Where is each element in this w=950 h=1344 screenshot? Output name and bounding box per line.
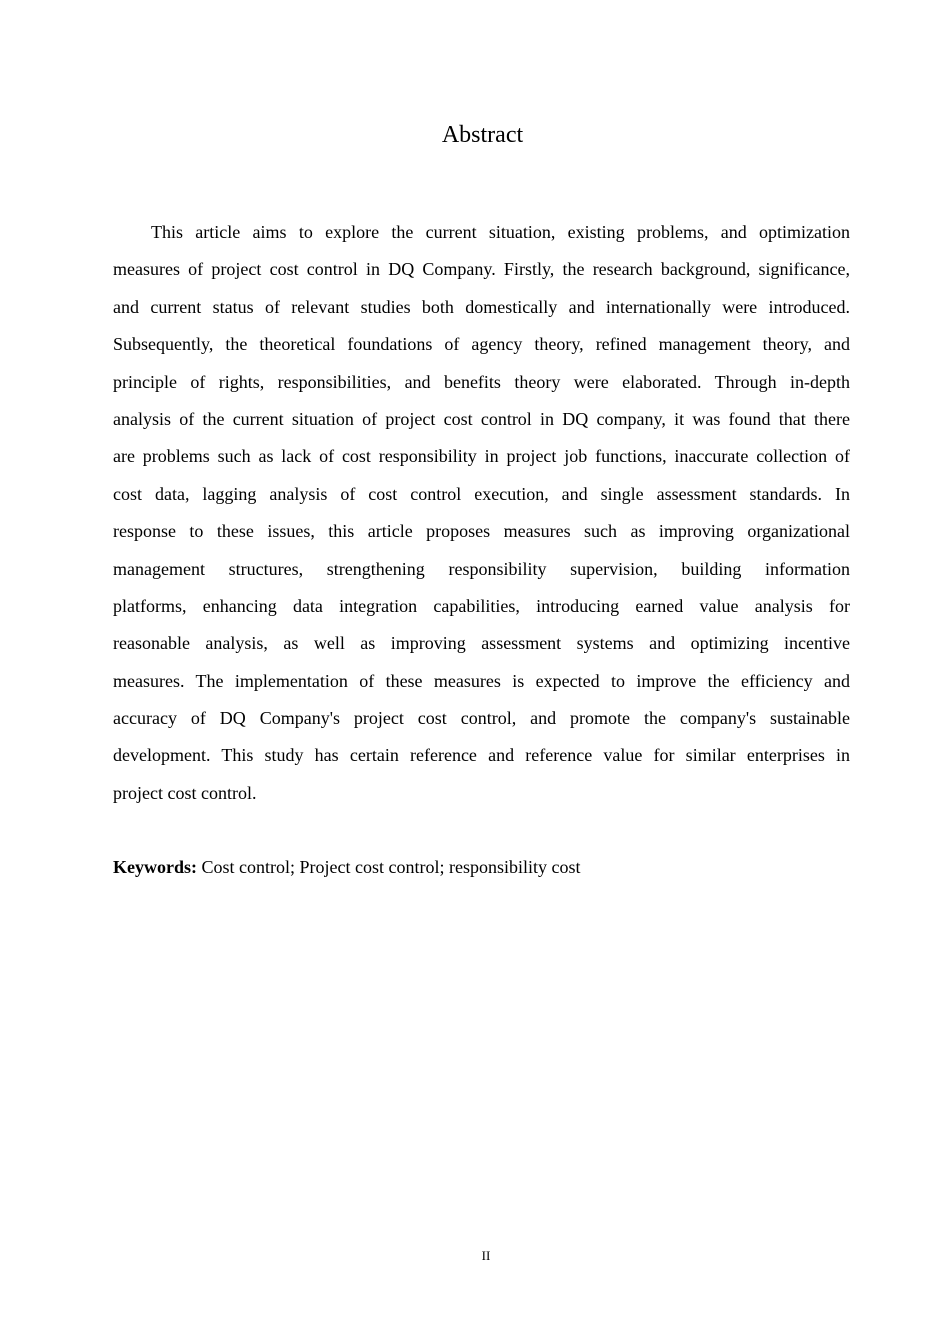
abstract-line: and current status of relevant studies both domestically and internationally were introduced. bbox=[113, 296, 850, 317]
abstract-line: platforms, enhancing data integration capabilities, introducing earned value analysis for bbox=[113, 595, 850, 616]
page-number: II bbox=[481, 1248, 491, 1263]
abstract-line: analysis of the current situation of project cost control in DQ company, it was found that there bbox=[113, 408, 850, 429]
keywords bbox=[113, 854, 580, 880]
abstract-line: principle of rights, responsibilities, and benefits theory were elaborated. Through in-depth bbox=[113, 371, 850, 392]
abstract-line: are problems such as lack of cost responsibility in project job functions, inaccurate collection of bbox=[113, 446, 850, 467]
abstract-line: measures of project cost control in DQ Company. Firstly, the research background, significance, bbox=[113, 259, 850, 280]
keywords-label: Keywords: bbox=[113, 857, 197, 877]
keywords-value: Cost control; Project cost control; responsibility cost bbox=[197, 857, 581, 877]
abstract-line: management structures, strengthening responsibility supervision, building information bbox=[113, 558, 850, 579]
abstract-line: project cost control. bbox=[113, 782, 257, 803]
abstract-line: accuracy of DQ Company's project cost control, and promote the company's sustainable bbox=[113, 708, 850, 729]
abstract-line: measures. The implementation of these measures is expected to improve the efficiency and bbox=[113, 670, 850, 691]
abstract-body bbox=[113, 219, 850, 817]
abstract-line: development. This study has certain reference and reference value for similar enterprises in bbox=[113, 745, 850, 766]
abstract-line: cost data, lagging analysis of cost control execution, and single assessment standards. In bbox=[113, 483, 850, 504]
abstract-line: response to these issues, this article proposes measures such as improving organizational bbox=[113, 521, 850, 542]
abstract-line: This article aims to explore the current situation, existing problems, and optimization bbox=[151, 222, 850, 242]
abstract-line: reasonable analysis, as well as improving assessment systems and optimizing incentive bbox=[113, 633, 850, 654]
page-title: Abstract bbox=[441, 122, 524, 148]
abstract-line: Subsequently, the theoretical foundations of agency theory, refined management theory, and bbox=[113, 334, 850, 355]
